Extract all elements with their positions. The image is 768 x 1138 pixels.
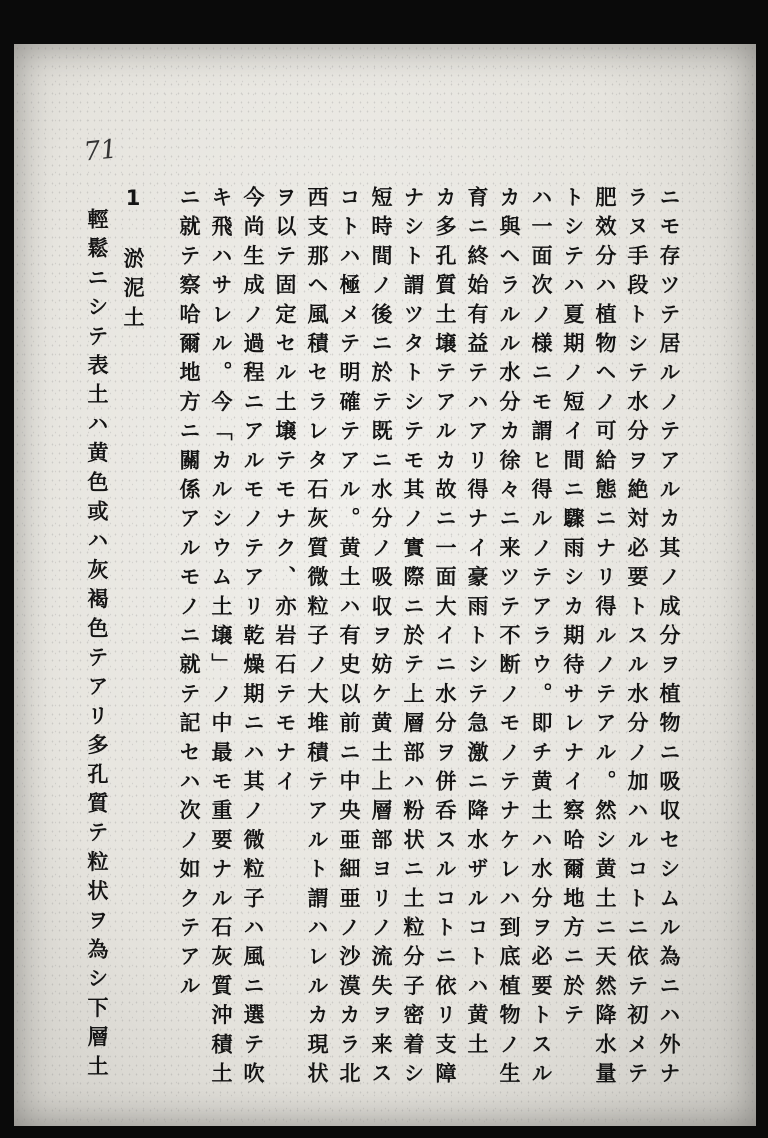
- text-column: ナシト謂ツタトシテモ其ノ實際ニ於テ上層部ハ粉状ニ土粒分子密着シ: [401, 186, 425, 1092]
- text-column: コトハ極メテ明確テアル。黄土ハ有史以前ニ中央亜細亜ノ沙漠カラ北: [337, 186, 361, 1092]
- text-column: カ與ヘラルル水分カ徐々ニ来ツテ不断ノモノテナケレハ到底植物ノ生: [497, 186, 521, 1092]
- text-column: ラヌ手段トシテ水分ヲ絶対必要トスル水分ノ加ハルコトニ依テ初メテ: [625, 186, 649, 1092]
- section-heading: 1 淤泥土: [121, 186, 145, 335]
- text-column: 肥效分ハ植物ヘノ可給態ニナリ得ルノテアル。然シ黄土ニ天然降水量: [593, 186, 617, 1092]
- text-column: 短時間ノ後ニ於テ既ニ水分ノ吸収ヲ妨ケ黄土上層部ヨリノ流失ヲ来ス: [369, 186, 393, 1092]
- page-number: 71: [82, 134, 119, 168]
- text-column: カ多孔質土壌テアルカ故ニ一面大イニ水分ヲ併呑スルコトニ依リ支障: [433, 186, 457, 1092]
- text-column: キ飛ハサレル。今「カルシウム土壌」ノ中最モ重要ナル石灰質沖積土: [209, 186, 233, 1092]
- text-column: ヲ以テ固定セル土壌テモナク、亦岩石テモナイ: [273, 186, 297, 800]
- text-column: 輕鬆ニシテ表土ハ黄色或ハ灰褐色テアリ多孔質テ粒状ヲ為シ下層土: [85, 208, 109, 1084]
- text-column: 西支那ヘ風積セラレタ石灰質微粒子ノ大堆積テアルト謂ハレルカ現状: [305, 186, 329, 1092]
- text-column: ニ就テ察哈爾地方ニ關係アルモノニ就テ記セハ次ノ如クテアル: [177, 186, 201, 1004]
- text-column: トシテハ夏期ノ短イ間ニ驟雨シカ期待サレナイ察哈爾地方ニ於テ: [561, 186, 585, 1033]
- text-column: 今尚生成ノ過程ニアルモノテアリ乾燥期ニハ其ノ微粒子ハ風ニ選テ吹: [241, 186, 265, 1092]
- text-column: ニモ存ツテ居ルノテアルカ其ノ成分ヲ植物ニ吸収セシムル為ニハ外ナ: [657, 186, 681, 1092]
- text-column: ハ一面次ノ様ニモ謂ヒ得ルノテアラウ。即チ黄土ハ水分ヲ必要トスル: [529, 186, 553, 1092]
- book-page: [14, 44, 756, 1126]
- text-column: 育ニ終始有益テハアリ得ナイ豪雨トシテ急激ニ降水ザルコトハ黄土: [465, 186, 489, 1062]
